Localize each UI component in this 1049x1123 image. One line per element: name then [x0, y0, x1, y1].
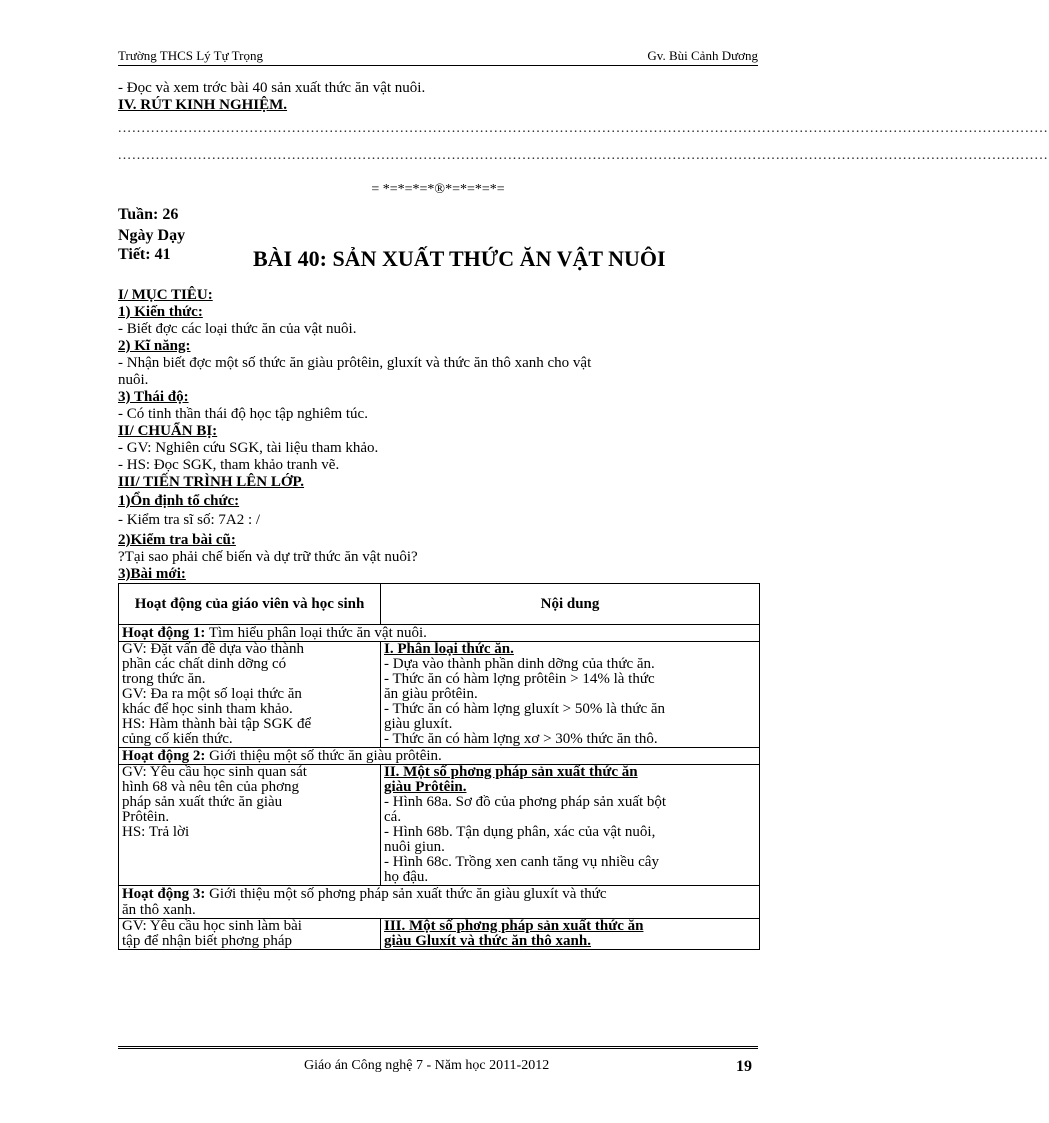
r2-right-3: - Hình 68b. Tận dụng phân, xác của vật nuôi, [384, 824, 656, 840]
knowledge-heading: 1) Kiến thức: [118, 304, 203, 320]
page-content [118, 48, 1049, 950]
old-lesson-heading: 2)Kiểm tra bài cũ: [118, 532, 236, 548]
school-name: Trường THCS Lý Tự Trọng [118, 48, 263, 63]
procedure-heading: III/ TIẾN TRÌNH LÊN LỚP. [118, 474, 305, 490]
period: Tiết: 41 [118, 246, 171, 263]
activity-3-text-2: ăn thô xanh. [122, 902, 196, 918]
lesson-title: BÀI 40: SẢN XUẤT THỨC ĂN VẬT NUÔI [253, 246, 666, 271]
r1-right-4: - Thức ăn có hàm lợng gluxít > 50% là thức ăn [384, 701, 666, 717]
attitude-heading: 3) Thái độ: [118, 389, 189, 405]
r1-right-5: giàu gluxít. [384, 716, 453, 732]
separator: = *=*=*=*®*=*=*=*= [371, 182, 505, 197]
r3-right-title-2: giàu Gluxít và thức ăn thô xanh. [384, 933, 591, 949]
table-header-row [119, 584, 760, 625]
r1-left-6: HS: Hàm thành bài tập SGK để [122, 716, 312, 732]
footer-text: Giáo án Công nghệ 7 - Năm học 2011-2012 [304, 1058, 550, 1073]
dotted-line-1: ...................................................................................................................................................................................................... [118, 121, 1049, 136]
r1-left-5: khác để học sinh tham khảo. [122, 701, 293, 717]
r2-right-1: - Hình 68a. Sơ đồ của phơng pháp sản xuất bột [384, 794, 667, 810]
r1-right-1: - Dựa vào thành phần dinh dỡng của thức ăn. [384, 656, 655, 672]
r1-left-7: củng cố kiến thức. [122, 731, 233, 747]
r2-right-6: họ đậu. [384, 869, 429, 885]
activity-1-row [119, 625, 760, 642]
page-number: 19 [736, 1058, 752, 1075]
attitude-text: - Có tinh thần thái độ học tập nghiêm túc. [118, 406, 368, 422]
skills-text-1: - Nhận biết đợc một số thức ăn giàu prôtêin, gluxít và thức ăn thô xanh cho vật [118, 355, 592, 371]
r2-right-title-1: II. Một số phơng pháp sản xuất thức ăn [384, 764, 638, 780]
r1-right-2: - Thức ăn có hàm lợng prôtêin > 14% là thức [384, 671, 655, 687]
r3-left-2: tập để nhận biết phơng pháp [122, 933, 292, 949]
objectives-heading: I/ MỤC TIÊU: [118, 287, 213, 303]
attendance-check: - Kiểm tra sĩ số: 7A2 : / [118, 512, 261, 528]
r2-right-title-2: giàu Prôtêin. [384, 779, 467, 795]
r3-right-title-1: III. Một số phơng pháp sản xuất thức ăn [384, 918, 644, 934]
footer-rule [118, 1046, 758, 1049]
skills-text-2: nuôi. [118, 372, 149, 388]
r1-left-1: GV: Đặt vấn đề dựa vào thành [122, 641, 304, 657]
activity-1-label: Hoạt động 1: [122, 625, 206, 641]
skills-heading: 2) Kĩ năng: [118, 338, 191, 354]
dotted-line-2: ...................................................................................................................................................................................................... [118, 148, 1049, 163]
table-row [119, 765, 760, 886]
col-content: Nội dung [381, 584, 760, 625]
r2-right-4: nuôi giun. [384, 839, 445, 855]
r1-left-4: GV: Đa ra một số loại thức ăn [122, 686, 302, 702]
r1-right-6: - Thức ăn có hàm lợng xơ > 30% thức ăn thô. [384, 731, 658, 747]
r1-right-3: ăn giàu prôtêin. [384, 686, 478, 702]
r2-right-2: cá. [384, 809, 402, 825]
r2-right-5: - Hình 68c. Trồng xen canh tăng vụ nhiều cây [384, 854, 659, 870]
preparation-hs: - HS: Đọc SGK, tham khảo tranh vẽ. [118, 457, 340, 473]
r2-left-4: Prôtêin. [122, 809, 170, 825]
table-row [119, 919, 760, 950]
r2-left-2: hình 68 và nêu tên của phơng [122, 779, 300, 795]
week: Tuần: 26 [118, 206, 179, 223]
r3-left-1: GV: Yêu cầu học sinh làm bài [122, 918, 302, 934]
activity-3-row [119, 886, 760, 919]
read-next: - Đọc và xem trớc bài 40 sản xuất thức ăn vật nuôi. [118, 80, 426, 96]
page-footer [118, 1046, 758, 1075]
page-header [118, 48, 758, 66]
class-org-heading: 1)Ổn định tổ chức: [118, 493, 240, 509]
activity-2-text: Giới thiệu một số thức ăn giàu prôtêin. [205, 748, 442, 764]
activity-2-row [119, 748, 760, 765]
r1-left-2: phần các chất dinh dỡng có [122, 656, 287, 672]
activity-1-text: Tìm hiểu phân loại thức ăn vật nuôi. [205, 625, 427, 641]
teaching-date: Ngày Dạy [118, 227, 186, 244]
lesson-table [118, 583, 760, 950]
activity-2-label: Hoạt động 2: [122, 748, 206, 764]
teacher-name: Gv. Bùi Cảnh Dương [647, 48, 758, 63]
knowledge-text: - Biết đợc các loại thức ăn của vật nuôi. [118, 321, 357, 337]
activity-3-label: Hoạt động 3: [122, 886, 206, 902]
r2-left-1: GV: Yêu cầu học sinh quan sát [122, 764, 307, 780]
r1-left-3: trong thức ăn. [122, 671, 206, 687]
preparation-gv: - GV: Nghiên cứu SGK, tài liệu tham khảo. [118, 440, 379, 456]
section-iv-heading: IV. RÚT KINH NGHIỆM. [118, 97, 288, 113]
col-teacher-student: Hoạt động của giáo viên và học sinh [119, 584, 381, 625]
r2-left-5: HS: Trả lời [122, 824, 190, 840]
table-row [119, 642, 760, 748]
activity-3-text: Giới thiệu một số phơng pháp sản xuất thức ăn giàu gluxít và thức [205, 886, 607, 902]
r1-right-title: I. Phân loại thức ăn. [384, 641, 514, 657]
r2-left-3: pháp sản xuất thức ăn giàu [122, 794, 283, 810]
preparation-heading: II/ CHUẨN BỊ: [118, 423, 218, 439]
old-lesson-question: ?Tại sao phải chế biến và dự trữ thức ăn vật nuôi? [118, 549, 418, 565]
new-lesson-heading: 3)Bài mới: [118, 566, 186, 582]
